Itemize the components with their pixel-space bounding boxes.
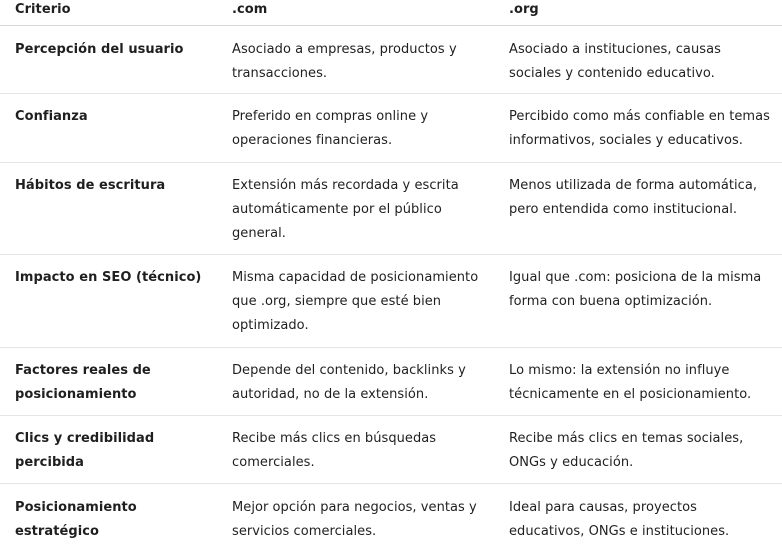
table-row — [0, 94, 782, 163]
row-org-value: Asociado a instituciones, causas sociales y contenido educativo. — [509, 42, 721, 81]
table-row — [0, 255, 782, 348]
table-row — [0, 26, 782, 94]
row-org-value: Ideal para causas, proyectos educativos, ONGs e instituciones. — [509, 500, 730, 539]
row-criterio: Clics y credibilidad percibida — [15, 431, 155, 470]
row-org-value: Igual que .com: posiciona de la misma forma con buena optimización. — [509, 270, 762, 309]
row-com-value: Mejor opción para negocios, ventas y servicios comerciales. — [232, 500, 477, 539]
row-org-value: Menos utilizada de forma automática, pero entendida como institucional. — [509, 178, 758, 217]
row-criterio: Factores reales de posicionamiento — [15, 363, 151, 402]
row-org-value: Recibe más clics en temas sociales, ONGs y educación. — [509, 431, 744, 470]
table-header-row — [0, 0, 782, 26]
header-com: .com — [232, 2, 268, 17]
row-criterio: Confianza — [15, 109, 88, 124]
row-criterio: Posicionamiento estratégico — [15, 500, 137, 539]
row-com-value: Preferido en compras online y operaciones financieras. — [232, 109, 429, 148]
row-criterio: Hábitos de escritura — [15, 178, 166, 193]
row-criterio: Impacto en SEO (técnico) — [15, 270, 202, 285]
row-com-value: Asociado a empresas, productos y transacciones. — [232, 42, 457, 81]
table-row — [0, 484, 782, 547]
row-org-value: Lo mismo: la extensión no influye técnicamente en el posicionamiento. — [509, 363, 752, 402]
table-row — [0, 348, 782, 416]
row-org-value: Percibido como más confiable en temas informativos, sociales y educativos. — [509, 109, 770, 148]
header-criterio: Criterio — [15, 2, 71, 17]
row-com-value: Extensión más recordada y escrita automáticamente por el público general. — [232, 178, 459, 241]
table-row — [0, 163, 782, 255]
row-criterio: Percepción del usuario — [15, 42, 184, 57]
table-row — [0, 416, 782, 484]
header-org: .org — [509, 2, 539, 17]
row-com-value: Depende del contenido, backlinks y autoridad, no de la extensión. — [232, 363, 466, 402]
row-com-value: Recibe más clics en búsquedas comerciales. — [232, 431, 437, 470]
row-com-value: Misma capacidad de posicionamiento que .org, siempre que esté bien optimizado. — [232, 270, 479, 333]
